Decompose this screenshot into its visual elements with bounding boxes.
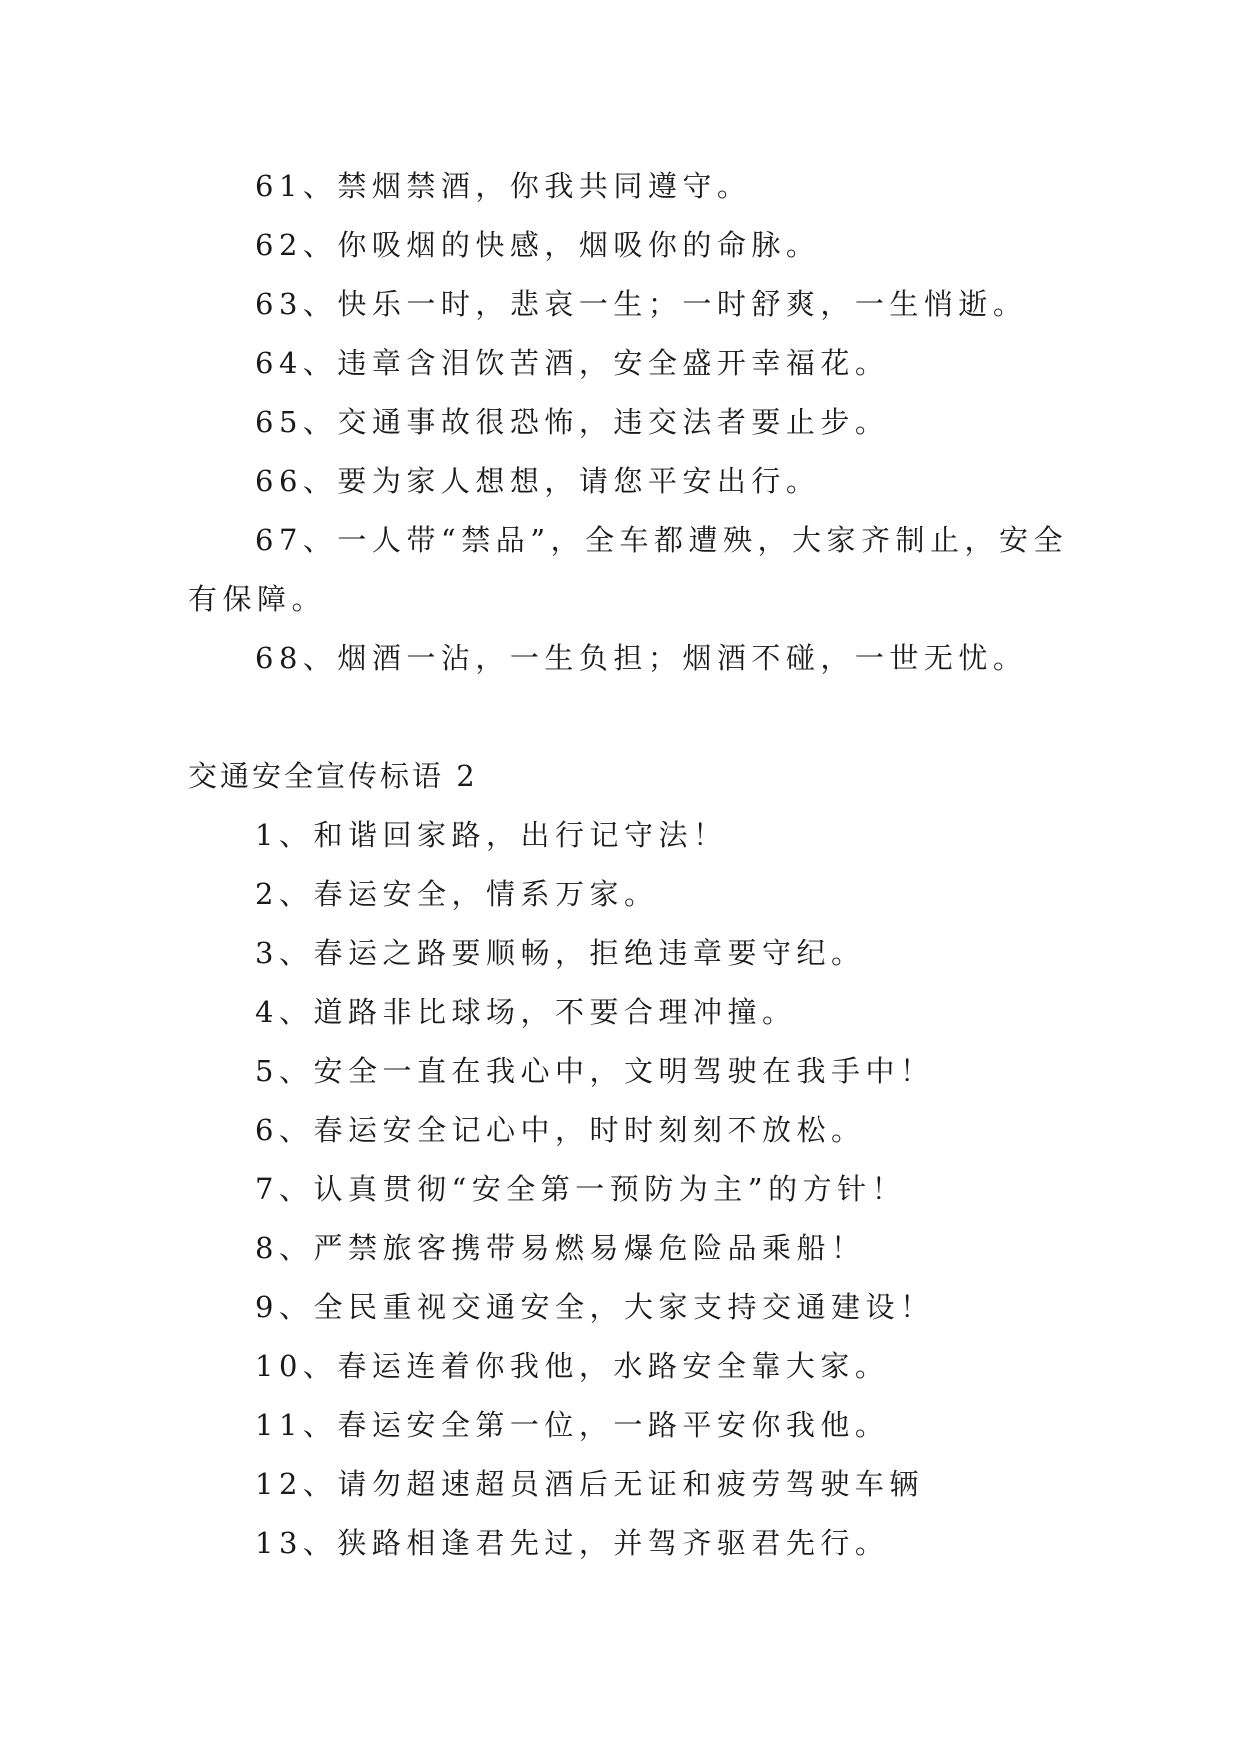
slogan-1: 1、和谐回家路，出行记守法！ (255, 818, 728, 852)
section-title: 交通安全宣传标语 2 (188, 759, 478, 793)
slogan-66: 66、要为家人想想，请您平安出行。 (255, 464, 821, 498)
slogan-63: 63、快乐一时，悲哀一生；一时舒爽，一生悄逝。 (255, 287, 1028, 321)
slogan-62: 62、你吸烟的快感，烟吸你的命脉。 (255, 228, 821, 262)
slogan-5: 5、安全一直在我心中，文明驾驶在我手中！ (255, 1054, 935, 1088)
slogan-67-continuation: 有保障。 (188, 582, 327, 616)
slogan-13: 13、狭路相逢君先过，并驾齐驱君先行。 (255, 1526, 890, 1560)
slogan-10: 10、春运连着你我他，水路安全靠大家。 (255, 1349, 890, 1383)
slogan-12: 12、请勿超速超员酒后无证和疲劳驾驶车辆 (255, 1467, 924, 1501)
slogan-8: 8、严禁旅客携带易燃易爆危险品乘船！ (255, 1231, 866, 1265)
slogan-6: 6、春运安全记心中，时时刻刻不放松。 (255, 1113, 866, 1147)
slogan-64: 64、违章含泪饮苦酒，安全盛开幸福花。 (255, 346, 890, 380)
slogan-2: 2、春运安全，情系万家。 (255, 877, 659, 911)
slogan-68: 68、烟酒一沾，一生负担；烟酒不碰，一世无忧。 (255, 641, 1028, 675)
slogan-4: 4、道路非比球场，不要合理冲撞。 (255, 995, 797, 1029)
slogan-67: 67、一人带“禁品”，全车都遭殃，大家齐制止，安全 (255, 523, 1069, 557)
slogan-3: 3、春运之路要顺畅，拒绝违章要守纪。 (255, 936, 866, 970)
slogan-61: 61、禁烟禁酒，你我共同遵守。 (255, 169, 752, 203)
slogan-11: 11、春运安全第一位，一路平安你我他。 (255, 1408, 890, 1442)
slogan-65: 65、交通事故很恐怖，违交法者要止步。 (255, 405, 890, 439)
slogan-9: 9、全民重视交通安全，大家支持交通建设！ (255, 1290, 935, 1324)
slogan-7: 7、认真贯彻“安全第一预防为主”的方针！ (255, 1172, 907, 1206)
